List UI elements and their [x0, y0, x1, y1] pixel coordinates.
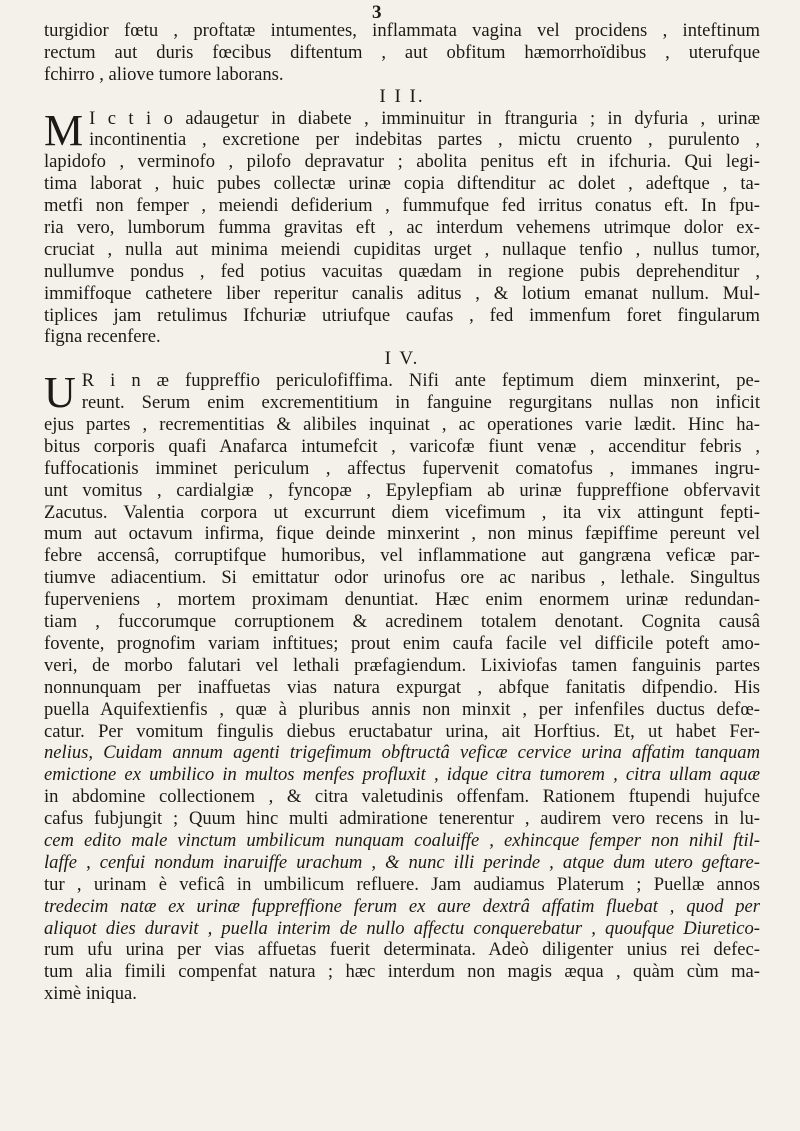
page-number: 3: [372, 2, 382, 23]
text-line: nelius, Cuidam annum agenti trigefimum obftructâ veficæ cervice urina affatim tanquam: [44, 742, 760, 764]
text-line: tima laborat , huic pubes collectæ urinæ copia diftenditur ac dolet , adeftque , ta-: [44, 173, 760, 195]
text-line: ria vero, lumborum fumma gravitas eft , ac interdum vehemens utrimque dolor ex-: [44, 217, 760, 239]
text-line: tiplices jam retulimus Ifchuriæ utriufque caufas , fed immenfum foret fingularum: [44, 304, 760, 326]
text-line: cruciat , nulla aut minima meiendi cupiditas urget , nullaque tenfio , nullus tumor,: [44, 238, 760, 260]
text-line: ximè iniqua.: [44, 983, 137, 1005]
text-line: immiffoque cathetere liber reperitur canalis aditus , & lotium emanat nullum. Mul-: [44, 282, 760, 304]
text-line: fovente, prognofim variam inftitues; prout enim caufa facile vel difficile poteft amo-: [44, 632, 760, 654]
section-number: I V.: [384, 348, 420, 370]
text-line: mum aut octavum infirma, fique deinde minxerint , non minus fæpiffime pereunt vel: [44, 523, 760, 545]
text-line: tur , urinam è veficâ in umbilicum refluere. Jam audiamus Platerum ; Puellæ annos: [44, 873, 760, 895]
text-line: fchirro , aliove tumore laborans.: [44, 63, 284, 85]
text-line: aliquot dies duravit , puella interim de nullo affectu conquerebatur , quoufque Diuretico-: [44, 917, 760, 939]
text-line: reunt. Serum enim excrementitium in fanguine regurgitans nullas non inficit: [81, 392, 760, 414]
text-line: incontinentia , excretione per indebitas partes , mictu cruento , purulento ,: [89, 129, 760, 151]
drop-cap: U: [44, 368, 76, 418]
text-line: cafus fubjungit ; Quum hinc multi admiratione tenerentur , audirem vero recens in lu-: [44, 808, 760, 830]
text-line: nonnunquam per inaffuetas vias natura expurgat , abfque fanitatis difpendio. His: [44, 676, 760, 698]
text-line: in abdomine collectionem , & citra valetudinis offenfam. Rationem ftupendi hujufce: [44, 786, 760, 808]
intro-paragraph: [44, 20, 760, 86]
drop-cap: M: [44, 105, 84, 155]
text-line: febre accensâ, corruptifque humoribus, vel inflammatione aut gangræna veficæ par-: [44, 545, 760, 567]
text-line: Zacutus. Valentia corpora ut excurrunt diem vicefimum , ita vix attingunt fepti-: [44, 501, 760, 523]
text-line: tiumve adiacentium. Si emittatur odor urinofus ore ac naribus , lethale. Singultus: [44, 567, 760, 589]
text-line: tredecim natæ ex urinæ fuppreffione ferum ex aure dextrâ affatim fluebat , quod per: [44, 895, 760, 917]
text-line: rum ufu urina per vias affuetas fuerit determinata. Adeò diligenter unius rei defec-: [44, 939, 760, 961]
text-line: ejus partes , recrementitias & alibiles inquinat , ac operationes varie lædit. Hinc ha-: [44, 414, 760, 436]
text-column: [44, 20, 760, 1005]
section-four-paragraph: [44, 370, 760, 1005]
section-number: I I I.: [379, 85, 425, 107]
text-line: bitus corporis quafi Anafarca intumefcit , varicofæ fiunt venæ , accenditur febris ,: [44, 435, 760, 457]
text-line: tum alia fimili compenfat natura ; hæc interdum non magis æqua , quàm cùm ma-: [44, 961, 760, 983]
text-line: catur. Per vomitum fingulis diebus eructabatur urina, ait Horftius. Et, ut habet Fer-: [44, 720, 760, 742]
text-line: nullumve pondus , fed potius vacuitas quædam in regione pubis deprehenditur ,: [44, 260, 760, 282]
text-line: puella Aquifextienfis , quæ à pluribus annis non minxit , per infenfiles ductus defœ-: [44, 698, 760, 720]
text-line: metfi non femper , meiendi defiderium , fummufque fed irritus conatus eft. In fpu-: [44, 195, 760, 217]
text-line: turgidior fœtu , proftatæ intumentes, inflammata vagina vel procidens , inteftinum: [44, 20, 760, 41]
text-line: emictione ex umbilico in multos menfes profluxit , idque citra tumorem , citra ullam aquæ: [44, 764, 760, 786]
text-line: laffe , cenfui nondum inaruiffe urachum , & nunc illi perinde , atque dum utero geftare-: [44, 851, 760, 873]
text-line: fuperveniens , mortem proximam denuntiat. Hæc enim enormem urinæ redundan-: [44, 589, 760, 611]
text-line: I c t i o adaugetur in diabete , imminuitur in ftranguria ; in dyfuria , urinæ: [89, 107, 760, 129]
text-line: tiam , fuccorumque corruptionem & acredinem totalem denotant. Cognita causâ: [44, 611, 760, 633]
text-line: lapidofo , verminofo , pilofo depravatur ; abolita penitus eft in ifchuria. Qui legi-: [44, 151, 760, 173]
text-line: fuffocationis imminet periculum , affectus fupervenit comatofus , immanes ingru-: [44, 457, 760, 479]
text-line: unt vomitus , cardialgiæ , fyncopæ , Epylepfiam ab urinæ fuppreffione obfervavit: [44, 479, 760, 501]
text-line: veri, de morbo falutari vel lethali præfagiendum. Lixiviofas tamen fanguinis partes: [44, 654, 760, 676]
section-three-paragraph: [44, 105, 760, 349]
text-line: R i n æ fuppreffio periculofiffima. Nifi ante feptimum diem minxerint, pe-: [81, 370, 760, 392]
text-line: figna recenfere.: [44, 326, 161, 348]
text-line: rectum aut duris fœcibus diftentum , aut obfitum hæmorrhoïdibus , uterufque: [44, 41, 760, 63]
text-line: cem edito male vinctum umbilicum nunquam coaluiffe , exhincque femper non nihil ftil-: [44, 829, 760, 851]
